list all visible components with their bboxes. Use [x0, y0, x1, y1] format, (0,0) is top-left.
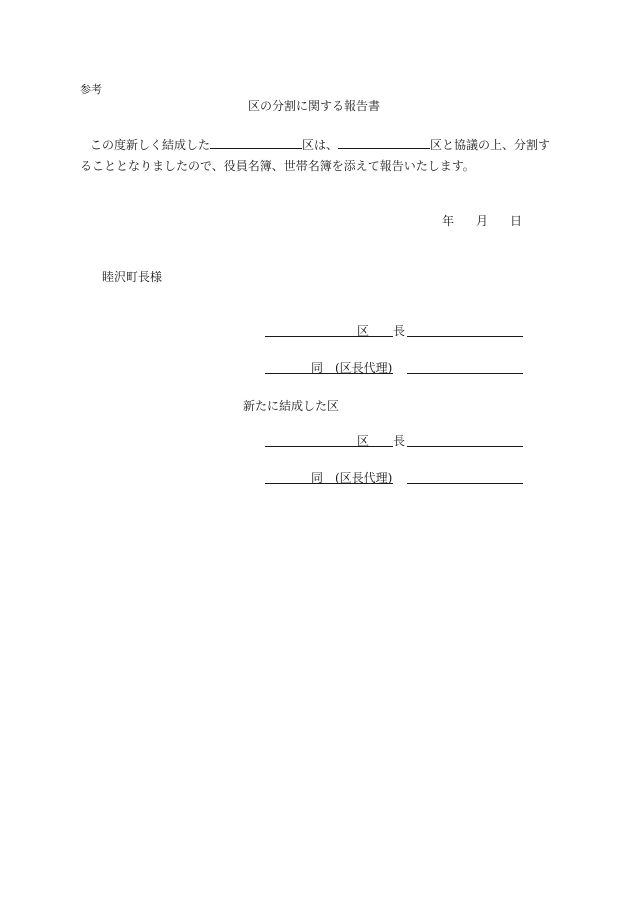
signature-blank[interactable] — [407, 359, 523, 374]
district-name-blank[interactable] — [265, 469, 311, 484]
district-head-label: 区 長 — [357, 324, 412, 338]
date-year-label: 年 — [442, 214, 455, 228]
district-name-blank[interactable] — [265, 359, 311, 374]
signature-row-proxy-new — [265, 469, 523, 487]
new-district-heading: 新たに結成した区 — [243, 399, 340, 413]
district-proxy-label: 同 (区長代理) — [311, 361, 393, 375]
signature-row-head-new — [265, 432, 523, 450]
recipient-line: 睦沢町長様 — [102, 270, 163, 284]
district-name-blank[interactable] — [265, 432, 357, 447]
body-text-part2: 区は、 — [302, 138, 339, 152]
district-head-label: 区 長 — [357, 434, 412, 448]
body-text-part3: 区と協議の上、分割す — [430, 138, 551, 152]
signature-row-head-original — [265, 322, 523, 340]
signature-blank[interactable] — [407, 432, 523, 447]
district-proxy-label: 同 (区長代理) — [311, 471, 393, 485]
new-district-name-blank[interactable] — [210, 137, 302, 149]
district-name-blank[interactable] — [265, 322, 357, 337]
body-paragraph — [80, 135, 560, 177]
date-day-label: 日 — [510, 214, 523, 228]
signature-blank[interactable] — [407, 469, 523, 484]
date-month-label: 月 — [476, 214, 489, 228]
date-line — [442, 212, 522, 229]
body-text-part1: この度新しく結成した — [90, 138, 211, 152]
signature-row-proxy-original — [265, 359, 523, 377]
document-title: 区の分割に関する報告書 — [248, 99, 381, 113]
signature-blank[interactable] — [407, 322, 523, 337]
body-text-part4: ることとなりましたので、役員名簿、世帯名簿を添えて報告いたします。 — [80, 159, 475, 173]
reference-label: 参考 — [80, 83, 102, 96]
original-district-name-blank[interactable] — [338, 137, 430, 149]
